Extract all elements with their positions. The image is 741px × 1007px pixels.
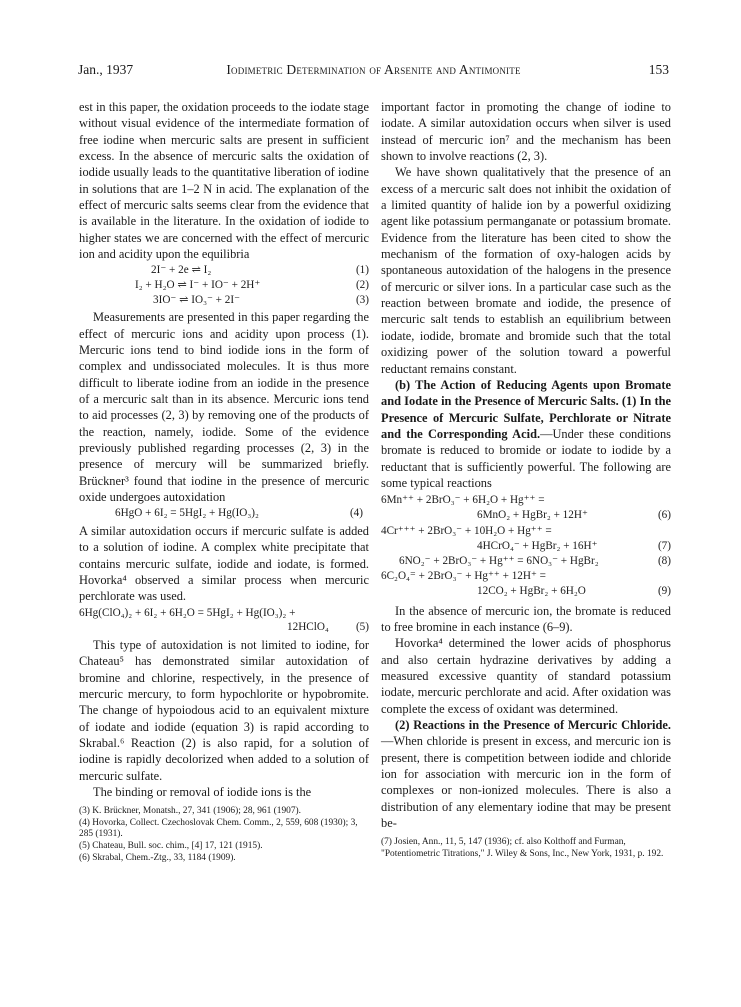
paragraph: est in this paper, the oxidation proceeds to the iodate stage without visual evidence of the intermediate formation of free iodine when mercuric salts are present in sufficient excess. In the absence of mercuric salts the oxidation of iodide usually leads to the quantitative liberation of iodine in solutions that are 1–2 N in acid. The explanation of the effect of mercuric salts seems clear from the evidence that is available in the literature. In the oxidation of iodide to higher states we are concerned with the effect of mercuric ion and acidity upon the equilibria bbox=[79, 100, 369, 262]
paragraph: Hovorka⁴ determined the lower acids of phosphorus and also certain hydrazine derivatives by adding a measured excessive quantity of standard potassium iodate, mercuric perchlorate and acid. After oxidation was complete the excess of oxidant was determined. bbox=[381, 636, 671, 716]
paragraph: This type of autoxidation is not limited to iodine, for Chateau⁵ has demonstrated similar autoxidation of bromine and chlorine, respectively, in the presence of mercuric mercury, to form hypochlorite or hypobromite. The change of hypoiodous acid to an equivalent mixture of iodate and iodide (equation 3) is rapid according to Skrabal.⁶ Reaction (2) is also rapid, for a solution of iodine is rapidly decolorized when added to a solution of mercuric sulfate. bbox=[79, 637, 369, 783]
header-title: Iodimetric Determination of Arsenite and Antimonite bbox=[226, 62, 521, 77]
equation-8: 6NO₂⁻ + 2BrO₃⁻ + Hg⁺⁺ = 6NO₃⁻ + HgBr₂ (8) bbox=[399, 555, 671, 567]
equation-5-block bbox=[79, 606, 369, 635]
paragraph: Measurements are presented in this paper regarding the effect of mercuric ions and acidity upon process (1). Mercuric ions tend to bind iodide ions in the form of complex and undissociated molecules. It is thus more difficult to liberate iodine from an iodide in the presence of a mercuric salt than in its absence. Mercuric ions tend to aid processes (2, 3) by removing one of the products of the reaction, namely, iodide. Some of the evidence previously published regarding processes (2, 3) in the presence of mercury will be summarized briefly. Brückner³ found that iodine in the presence of mercuric oxide undergoes autoxidation bbox=[79, 310, 369, 504]
page-number: 153 bbox=[648, 62, 669, 77]
equation-4-block bbox=[79, 506, 369, 521]
equation-2: I₂ + H₂O ⇌ I⁻ + IO⁻ + 2H⁺ (2) bbox=[135, 279, 369, 292]
equation-4: 6HgO + 6I₂ = 5HgI₂ + Hg(IO₃)₂ (4) bbox=[115, 507, 363, 520]
equation-6-line-2: 6MnO₂ + HgBr₂ + 12H⁺ (6) bbox=[477, 509, 671, 522]
footnote: (3) K. Brückner, Monatsh., 27, 341 (1906); 28, 961 (1907). bbox=[79, 806, 301, 817]
section-heading: (2) Reactions in the Presence of Mercuric Chloride. bbox=[395, 717, 671, 732]
equation-6-line-1: 6Mn⁺⁺ + 2BrO₃⁻ + 6H₂O + Hg⁺⁺ = bbox=[381, 494, 545, 507]
section-text: —Under these conditions bromate is reduced to bromide or iodate to iodide by a reductant that is sufficiently powerful. The following are some typical reactions bbox=[381, 426, 671, 490]
equilibria-block bbox=[79, 263, 369, 307]
left-column bbox=[79, 99, 369, 864]
paragraph: important factor in promoting the change of iodine to iodate. A similar autoxidation occurs when silver is used instead of mercuric ion⁷ and the mechanism has been shown to involve reactions (2, 3). bbox=[381, 100, 671, 164]
right-column bbox=[381, 99, 671, 861]
section-paragraph-b1 bbox=[381, 377, 671, 491]
paragraph: In the absence of mercuric ion, the bromate is reduced to free bromine in each instance (6–9). bbox=[381, 603, 671, 634]
equation-1: 2I⁻ + 2e ⇌ I₂ (1) bbox=[151, 264, 369, 277]
footnote: (6) Skrabal, Chem.-Ztg., 33, 1184 (1909). bbox=[79, 852, 236, 863]
paragraph: A similar autoxidation occurs if mercuric sulfate is added to a solution of iodine. A complex white precipitate that contains mercuric sulfate, iodide and iodate, is formed. Hovorka⁴ observed a similar process when mercuric perchlorate was used. bbox=[79, 523, 369, 604]
header-date: Jan., 1937 bbox=[78, 62, 134, 77]
section-text: —When chloride is present in excess, and mercuric ion is present, there is competition between iodide and chloride ion for association with mercuric ion in the form of complexes or non-ionized molecules. There is also a distribution of any elementary iodine that may be present be- bbox=[381, 734, 671, 831]
paragraph: We have shown qualitatively that the presence of an excess of a mercuric salt does not inhibit the oxidation of a limited quantity of halide ion by a powerful oxidizing agent like potassium permanganate or potassium bromate. Evidence from the literature has been cited to show the mechanism of the formation of oxy-halogen acids by spontaneous autoxidation of the halogens in the presence of mercuric or silver ions. In a particular case such as the reaction between bromate and iodide, the presence of mercuric salt tends to establish an equilibrium between iodate, iodide, bromate and bromide such that the total oxidizing power of the solution toward a powerful reductant remains constant. bbox=[381, 165, 671, 376]
equation-3: 3IO⁻ ⇌ IO₃⁻ + 2I⁻ (3) bbox=[153, 293, 369, 306]
footnotes bbox=[79, 806, 369, 864]
reactions-block bbox=[381, 493, 671, 599]
footnote: (4) Hovorka, Collect. Czechoslovak Chem. Comm., 2, 559, 608 (1930); 3, 285 (1931). bbox=[79, 817, 358, 840]
running-header bbox=[78, 62, 669, 82]
equation-9-line-1: 6C₂O₄⁼ + 2BrO₃⁻ + Hg⁺⁺ + 12H⁺ = bbox=[381, 570, 546, 583]
equation-5-line-1: 6Hg(ClO₄)₂ + 6I₂ + 6H₂O = 5HgI₂ + Hg(IO₃)₂ + bbox=[79, 606, 296, 619]
paragraph: The binding or removal of iodide ions is the bbox=[93, 784, 312, 799]
footnotes bbox=[381, 837, 671, 860]
equation-5-line-2: 12HClO₄ (5) bbox=[287, 621, 369, 634]
equation-7-line-2: 4HCrO₄⁻ + HgBr₂ + 16H⁺ (7) bbox=[477, 539, 671, 552]
footnote: (7) Josien, Ann., 11, 5, 147 (1936); cf. also Kolthoff and Furman, "Potentiometric Titrations," J. Wiley & Sons, Inc., New York, 1931, p. 192. bbox=[381, 837, 664, 859]
footnote: (5) Chateau, Bull. soc. chim., [4] 17, 121 (1915). bbox=[79, 841, 263, 852]
section-heading: (b) The Action of Reducing Agents upon Bromate and Iodate in the Presence of Mercuric Salts. (1) In the Presence of Mercuric Sulfate, Perchlorate or Nitrate and the Corresponding Acid. bbox=[381, 377, 671, 441]
equation-9-line-2: 12CO₂ + HgBr₂ + 6H₂O (9) bbox=[477, 585, 671, 598]
section-paragraph-b2 bbox=[381, 717, 671, 831]
equation-7-line-1: 4Cr⁺⁺⁺ + 2BrO₃⁻ + 10H₂O + Hg⁺⁺ = bbox=[381, 524, 552, 537]
